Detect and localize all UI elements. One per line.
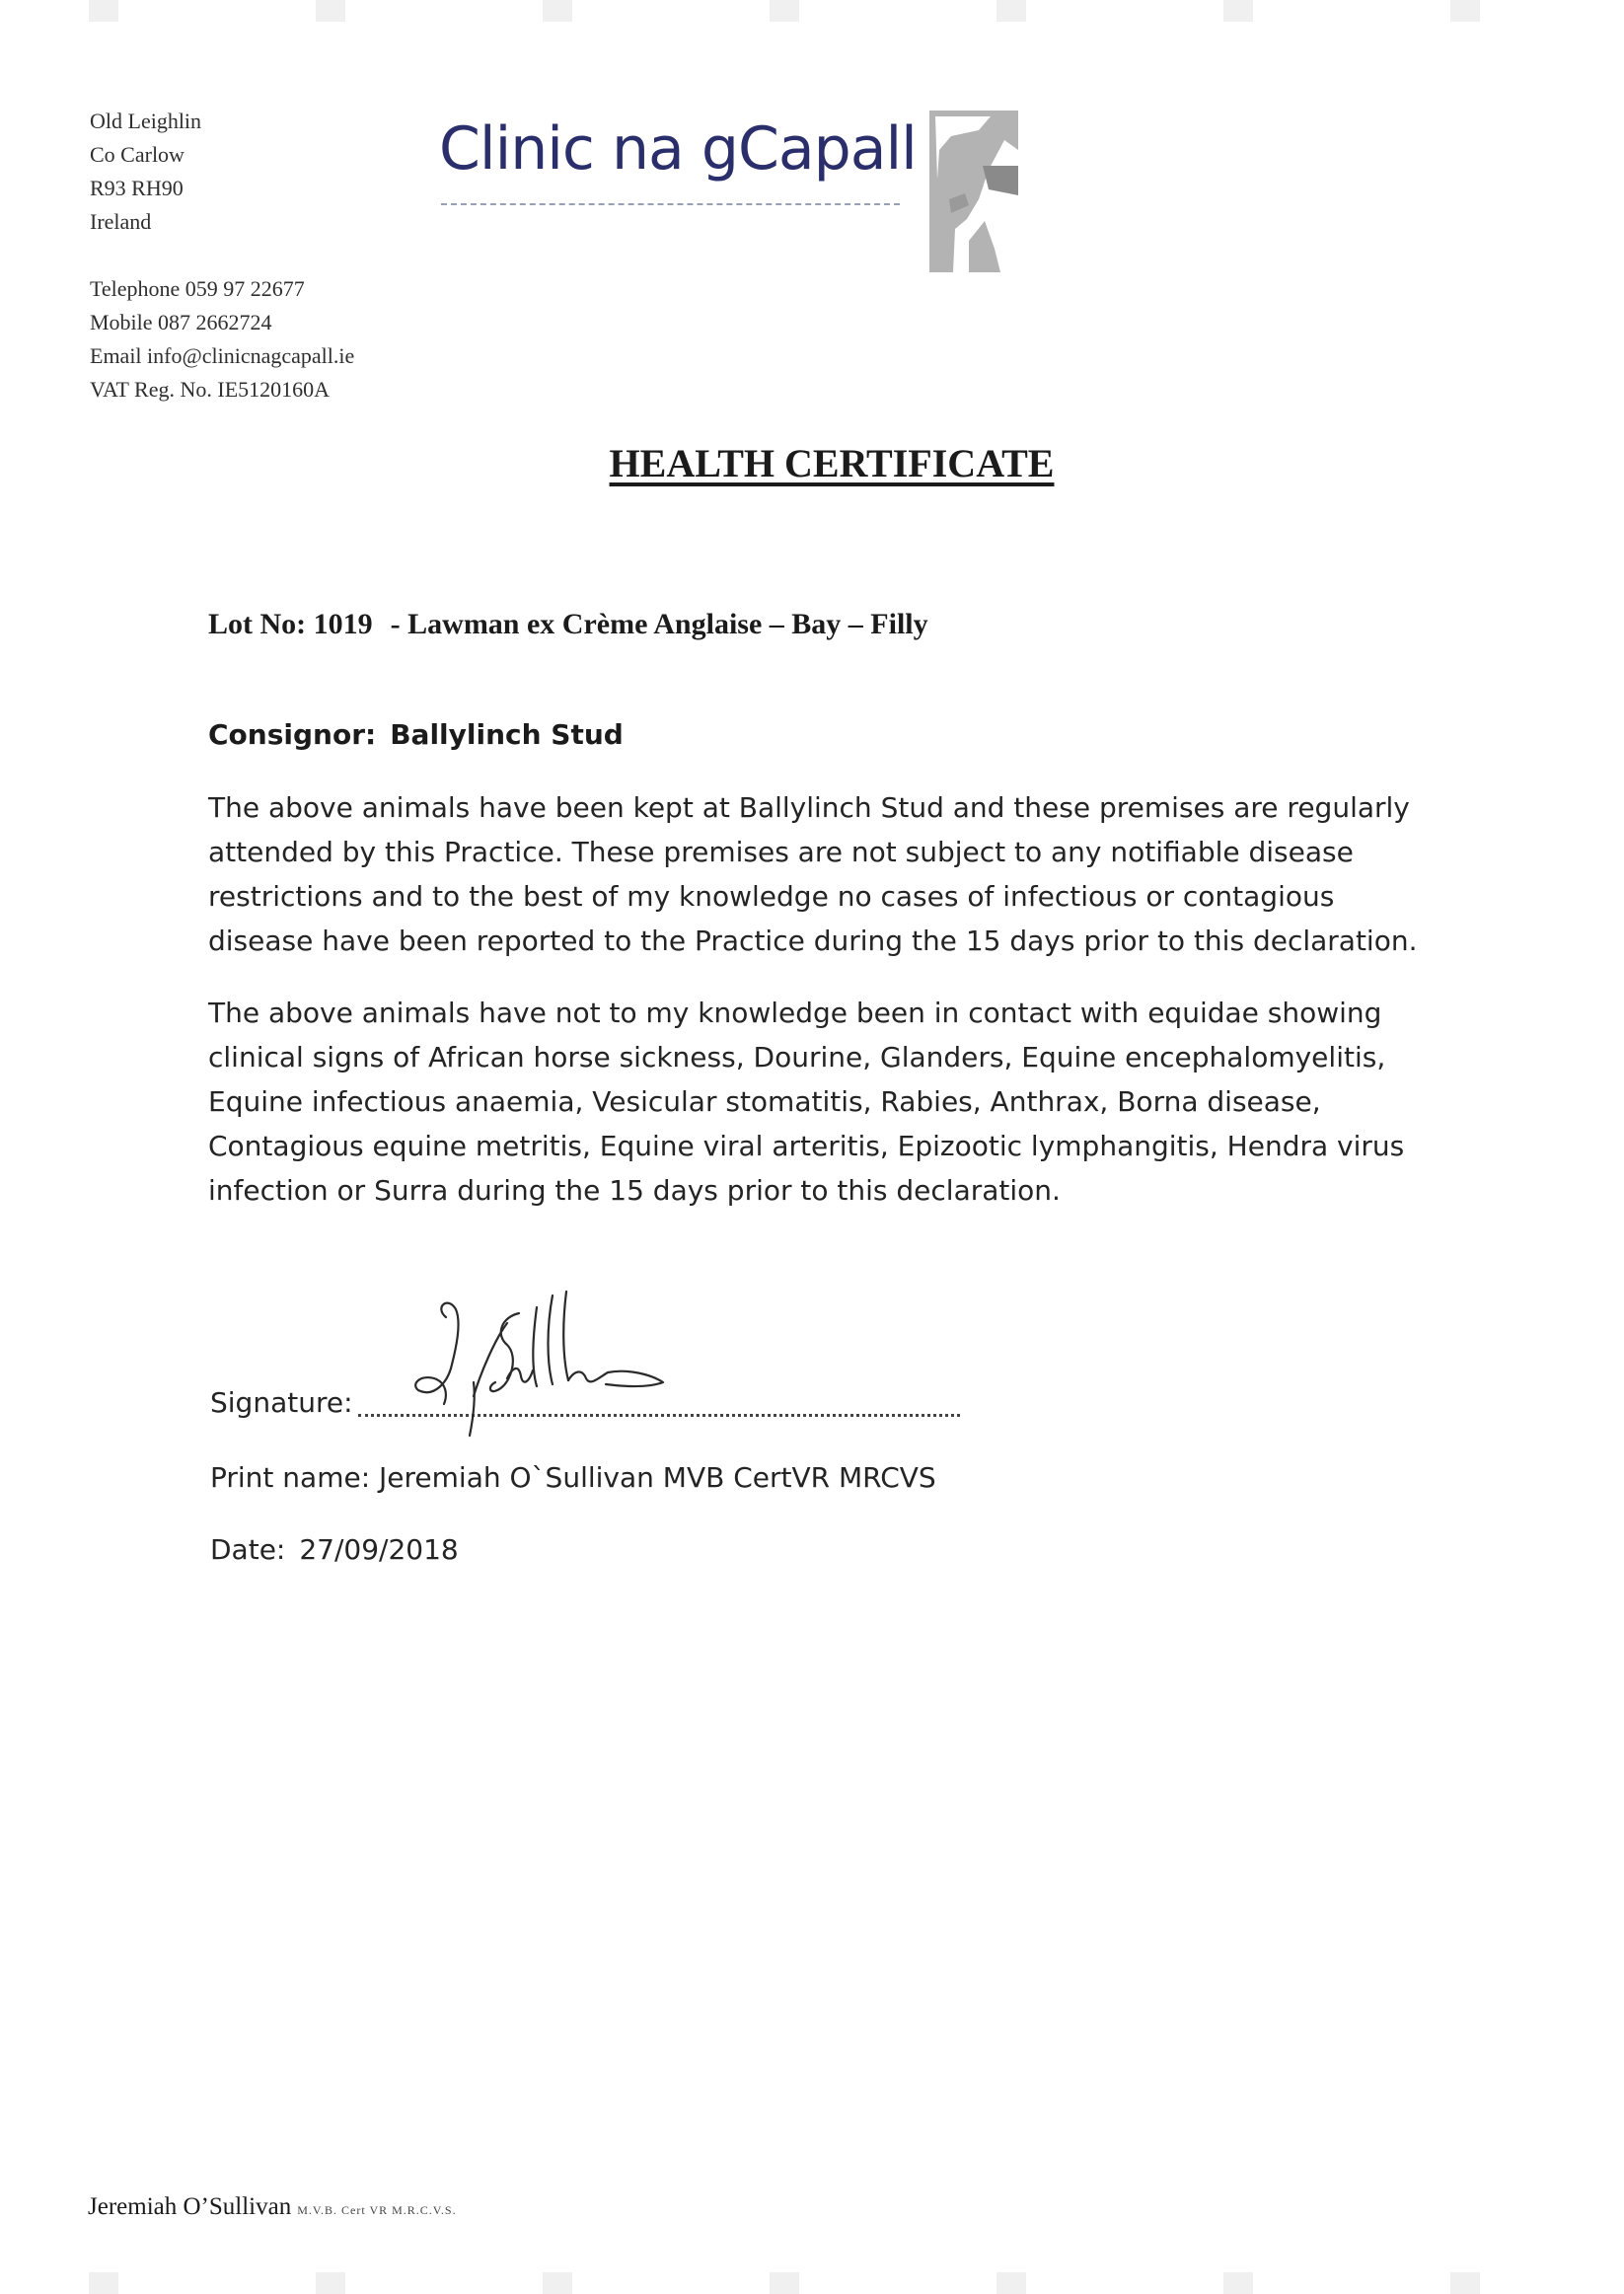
print-name: Print name: Jeremiah O`Sullivan MVB CertVR MRCVS xyxy=(210,1461,936,1494)
logo-underline xyxy=(441,203,900,205)
address-line: R93 RH90 xyxy=(90,176,184,200)
horse-logo-icon xyxy=(929,111,1018,272)
paragraph-line: infection or Surra during the 15 days prior to this declaration. xyxy=(208,1174,1061,1207)
disease-contact-paragraph xyxy=(208,991,1461,1213)
lot-line xyxy=(208,608,928,641)
footer-signatory xyxy=(88,2193,457,2221)
consignor-line xyxy=(208,718,624,751)
contact-telephone: Telephone 059 97 22677 xyxy=(90,276,305,301)
contact-vat: VAT Reg. No. IE5120160A xyxy=(90,377,331,402)
paragraph-line: Contagious equine metritis, Equine viral arteritis, Epizootic lymphangitis, Hendra virus xyxy=(208,1130,1405,1162)
address-line: Co Carlow xyxy=(90,142,185,167)
footer-qualifications: M.V.B. Cert VR M.R.C.V.S. xyxy=(297,2203,457,2217)
signature-label: Signature: xyxy=(210,1386,353,1419)
date-value: 27/09/2018 xyxy=(299,1533,459,1566)
paragraph-line: The above animals have not to my knowledge been in contact with equidae showing xyxy=(208,997,1382,1029)
paragraph-line: clinical signs of African horse sickness, Dourine, Glanders, Equine encephalomyelitis, xyxy=(208,1041,1386,1073)
clinic-logo xyxy=(439,111,1021,278)
contact-email: Email info@clinicnagcapall.ie xyxy=(90,343,355,368)
clinic-address-block xyxy=(90,105,354,407)
lot-number: Lot No: 1019 xyxy=(208,608,373,640)
lot-description: - Lawman ex Crème Anglaise – Bay – Filly xyxy=(390,608,928,640)
paragraph-line: restrictions and to the best of my knowledge no cases of infectious or contagious xyxy=(208,880,1335,913)
paragraph-line: attended by this Practice. These premises are not subject to any notifiable disease xyxy=(208,836,1354,868)
scan-edge-bottom xyxy=(0,2272,1624,2294)
address-spacer xyxy=(90,239,354,272)
address-line: Ireland xyxy=(90,209,152,234)
consignor-name: Ballylinch Stud xyxy=(390,718,624,751)
logo-text: Clinic na gCapall xyxy=(439,114,917,184)
scan-edge-top xyxy=(0,0,1624,22)
address-line: Old Leighlin xyxy=(90,109,202,133)
date-label: Date: xyxy=(210,1533,286,1566)
handwritten-signature xyxy=(405,1288,691,1455)
paragraph-line: The above animals have been kept at Ballylinch Stud and these premises are regularly xyxy=(208,791,1410,824)
consignor-label: Consignor: xyxy=(208,718,377,751)
premises-declaration-paragraph xyxy=(208,785,1461,963)
footer-name: Jeremiah O’Sullivan xyxy=(88,2193,292,2220)
paragraph-line: Equine infectious anaemia, Vesicular stomatitis, Rabies, Anthrax, Borna disease, xyxy=(208,1085,1321,1118)
paragraph-line: disease have been reported to the Practice during the 15 days prior to this declaration. xyxy=(208,925,1418,957)
date-line xyxy=(210,1533,459,1566)
contact-mobile: Mobile 087 2662724 xyxy=(90,310,272,334)
certificate-title: HEALTH CERTIFICATE xyxy=(609,441,1055,485)
